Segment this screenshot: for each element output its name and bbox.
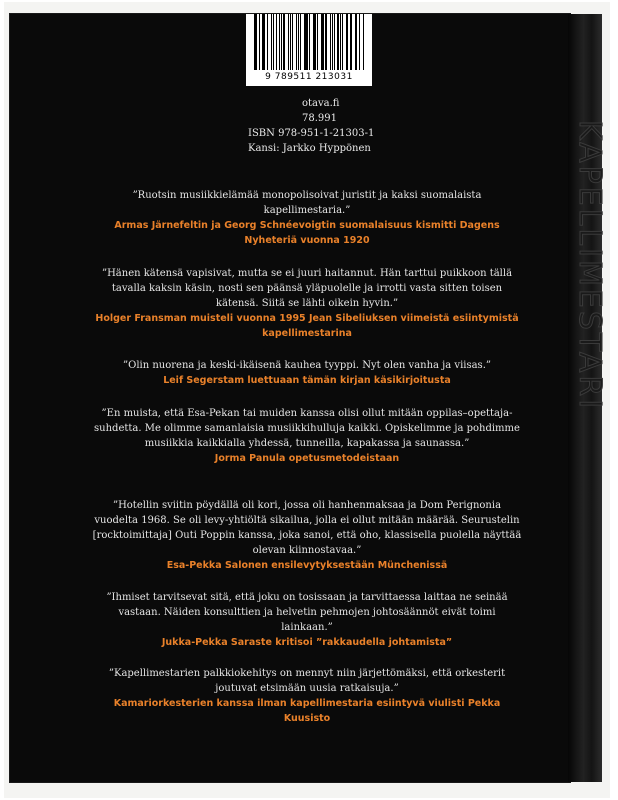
barcode-stripe <box>292 14 293 70</box>
barcode-stripe <box>267 14 268 70</box>
quote-text: ”Kapellimestarien palkkiokehitys on mennyt niin järjettömäksi, että orkesterit joutuvat etsimään uusia ratkaisuja.” <box>108 668 506 694</box>
barcode-stripe <box>300 14 301 70</box>
quote-attribution: Jorma Panula opetusmetodeistaan <box>214 453 400 464</box>
barcode-stripe <box>334 14 335 70</box>
quote-block <box>92 590 522 650</box>
barcode-stripe <box>281 14 282 70</box>
barcode-stripe <box>259 14 260 70</box>
barcode-stripe <box>325 14 327 70</box>
quote-block <box>92 666 522 726</box>
quote-text: ”En muista, että Esa-Pekan tai muiden kanssa olisi ollut mitään oppilas–opettaja-suhdetta. Me olimme samanlaisia musiikkihulluja kaikki. Opiskelimme ja pohdimme musiikkia kaikkialla yhdessä, tunneilla, kapakassa ja saunassa.” <box>94 408 520 449</box>
barcode-stripe <box>314 14 315 70</box>
barcode-stripe <box>340 14 341 70</box>
quote-text: ”Hänen kätensä vapisivat, mutta se ei juuri haitannut. Hän tarttui puikkoon tällä tavalla kaksin käsin, nosti sen päänsä yläpuolelle ja irrotti vasta sitten toisen kätensä. Siitä se lähti oikein hyvin.” <box>101 268 513 309</box>
quote-block <box>92 358 522 388</box>
barcode-stripe <box>283 14 285 70</box>
quote-text: ”Olin nuorena ja keski-ikäisenä kauhea tyyppi. Nyt olen vanha ja viisas.” <box>123 360 491 371</box>
quote-text: ”Ruotsin musiikkielämää monopolisoivat juristit ja kaksi suomalaista kapellimestaria.” <box>132 190 482 216</box>
spine-title: KAPELLIMESTARI <box>572 120 607 412</box>
quote-attribution: Armas Järnefeltin ja Georg Schnéevoigtin suomalaisuus kismitti Dagens Nyheteriä vuonna 1920 <box>114 220 500 246</box>
quote-attribution: Holger Fransman muisteli vuonna 1995 Jean Sibeliuksen viimeistä esiintymistä kapellimestarina <box>95 313 519 339</box>
barcode-stripe <box>342 14 343 70</box>
barcode-stripe <box>288 14 289 70</box>
quote-text: ”Hotellin sviitin pöydällä oli kori, jossa oli hanhenmaksaa ja Dom Perignonia vuodelta 1968. Se oli levy-yhtiöltä sikailua, jolla ei ollut mitään määrää. Seurustelin [rocktoimittaja] Outi Poppin kanssa, joka sanoi, että oho, klassisella puolella näyttää olevan kiinnostavaa.” <box>92 500 522 556</box>
barcode-stripe <box>290 14 291 70</box>
barcode-bars <box>254 14 364 70</box>
quote-attribution: Leif Segerstam luettuaan tämän kirjan käsikirjoitusta <box>163 375 451 386</box>
barcode-stripe <box>363 14 364 70</box>
quote-block <box>92 498 522 573</box>
quote-attribution: Kamariorkesterien kanssa ilman kapellimestaria esiintyvä viulisti Pekka Kuusisto <box>113 698 501 724</box>
barcode-stripe <box>317 14 318 70</box>
publisher-website: otava.fi <box>302 98 340 109</box>
isbn: ISBN 978-951-1-21303-1 <box>248 128 375 139</box>
barcode-stripe <box>337 14 338 70</box>
quote-block <box>92 188 522 248</box>
barcode-stripe <box>271 14 272 70</box>
cover-credit: Kansi: Jarkko Hyppönen <box>248 143 371 154</box>
barcode-stripe <box>347 14 348 70</box>
barcode-stripe <box>296 14 297 70</box>
quote-block <box>92 406 522 466</box>
classification-code: 78.991 <box>302 113 337 124</box>
publication-info <box>248 96 448 156</box>
barcode-stripe <box>298 14 299 70</box>
barcode-stripe <box>350 14 352 70</box>
barcode-stripe <box>255 14 256 70</box>
barcode <box>246 14 372 86</box>
quote-attribution: Jukka-Pekka Saraste kritisoi ”rakkaudella johtamista” <box>161 637 453 648</box>
barcode-stripe <box>304 14 306 70</box>
quote-text: ”Ihmiset tarvitsevat sitä, että joku on tosissaan ja tarvittaessa laittaa ne seinää vastaan. Näiden konsulttien ja helvetin pehmojen johtosäännöt eivät toimi lainkaan.” <box>106 592 508 633</box>
barcode-stripe <box>332 14 333 70</box>
quote-block <box>92 266 522 341</box>
barcode-stripe <box>309 14 310 70</box>
barcode-stripe <box>276 14 277 70</box>
barcode-stripe <box>306 14 307 70</box>
barcode-stripe <box>263 14 265 70</box>
barcode-stripe <box>322 14 323 70</box>
barcode-stripe <box>273 14 274 70</box>
barcode-stripe <box>356 14 357 70</box>
barcode-stripe <box>359 14 360 70</box>
quote-attribution: Esa-Pekka Salonen ensilevytyksestään Münchenissä <box>166 560 448 571</box>
barcode-number: 9 789511 213031 <box>265 72 353 82</box>
